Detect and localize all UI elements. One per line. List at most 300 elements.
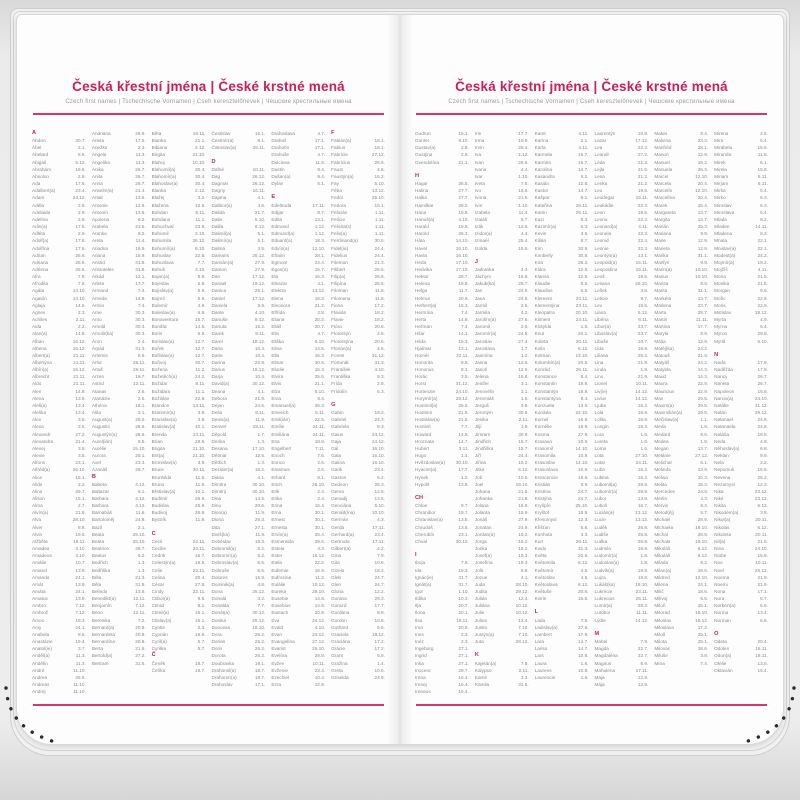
first-name: Nora (714, 596, 725, 602)
first-name: Anastázie (32, 639, 53, 645)
name-day-date: 21.1. (314, 381, 326, 387)
name-entry (475, 402, 529, 409)
name-day-date: 10.6. (374, 667, 385, 673)
first-name: Mája (594, 682, 605, 688)
name-day-date: 24.6. (518, 288, 529, 294)
name-day-date: 13.7. (697, 445, 709, 451)
first-name: Genciána (331, 503, 352, 509)
name-entry (594, 151, 648, 158)
name-day-date: 14.10. (72, 295, 86, 301)
name-day-date: 12.8. (578, 181, 589, 187)
first-name: Jošt (474, 567, 484, 573)
first-name: Babeta (91, 481, 107, 487)
name-entry (92, 524, 146, 531)
name-day-date: 5.6. (257, 560, 266, 566)
first-name: Danica (211, 288, 227, 294)
first-name: Celina (151, 574, 165, 580)
name-day-date: 27.12. (695, 453, 709, 459)
name-entry (211, 495, 265, 502)
name-day-date: 17.7. (374, 603, 385, 609)
name-day-date: 13.4. (75, 402, 86, 408)
name-entry (331, 259, 385, 266)
name-day-date: 14.11. (755, 224, 768, 230)
name-day-date: 27.9. (518, 517, 529, 523)
name-day-date: 19.7. (195, 660, 206, 666)
name-day-date: 10.12. (312, 581, 326, 587)
name-day-date: 4.3. (520, 266, 529, 272)
first-name: Nikolas (714, 524, 730, 530)
name-day-date: 10.9. (578, 467, 589, 473)
name-entry (211, 173, 265, 180)
first-name: Dorota (211, 653, 226, 659)
name-entry (475, 516, 529, 523)
name-day-date: 8.3. (377, 424, 385, 430)
name-entry (535, 202, 589, 209)
name-day-date: 28.9. (195, 438, 206, 444)
name-day-date: 18.9. (578, 424, 589, 430)
name-entry (211, 194, 265, 201)
name-day-date: 7.10. (518, 624, 529, 630)
name-day-date: 26.12. (252, 181, 266, 187)
section-letter: A (32, 130, 37, 136)
first-name: Irena (415, 674, 426, 680)
name-entry (535, 273, 589, 280)
name-entry (152, 366, 206, 373)
first-name: Larisa (534, 646, 548, 652)
name-day-date: 7.7. (257, 603, 266, 609)
name-day-date: 5.10. (374, 181, 385, 187)
name-day-date: 20.7. (458, 603, 469, 609)
first-name: Kilián (534, 238, 547, 244)
name-entry (535, 323, 589, 330)
name-day-date: 26.11. (132, 367, 146, 373)
name-entry (475, 373, 529, 380)
name-entry (32, 259, 86, 266)
name-entry (535, 302, 589, 309)
name-day-date: 27.2. (75, 431, 86, 437)
name-entry (714, 287, 768, 294)
name-day-date: 9.10. (458, 138, 469, 144)
first-name: Gabriel (331, 417, 347, 423)
name-day-date: 19.3. (518, 560, 529, 566)
name-day-date: 17.2. (374, 639, 385, 645)
name-entry (331, 516, 385, 523)
name-day-date: 13.6. (135, 209, 146, 215)
name-day-date: 24.10. (754, 395, 768, 401)
first-name: Lucián(a) (594, 510, 615, 516)
name-day-date: 20.4. (697, 195, 709, 201)
first-name: Emil(ián) (271, 417, 290, 423)
name-day-date: 15.4. (75, 639, 86, 645)
first-name: Lota (594, 453, 604, 459)
name-day-date: 21.2. (637, 159, 649, 165)
name-day-date: 16.6. (75, 166, 86, 172)
name-day-date: 12.6. (135, 202, 146, 208)
names-column (92, 130, 146, 704)
name-entry (475, 380, 529, 387)
name-day-date: 29.8. (757, 331, 768, 337)
name-day-date: 25.1. (697, 631, 709, 637)
first-name: Dajana (211, 195, 227, 201)
first-name: Ludmila (594, 546, 611, 552)
first-name: Arno (91, 317, 102, 323)
name-entry (594, 287, 648, 294)
first-name: Albrecht (32, 374, 50, 380)
name-day-date: 20.6. (374, 338, 385, 344)
name-day-date: 26.2. (254, 646, 266, 652)
name-day-date: 5.7. (197, 639, 206, 645)
name-entry (271, 380, 325, 387)
first-name: Gabriela (331, 424, 349, 430)
first-name: Karel (534, 131, 546, 136)
first-name: Artur (91, 360, 102, 365)
name-entry (594, 252, 648, 259)
name-day-date: 2.6. (317, 460, 326, 466)
name-day-date: 5.3. (580, 216, 589, 222)
first-name: Anděl(a) (32, 653, 50, 659)
first-name: Mona (714, 274, 726, 280)
name-entry (92, 245, 146, 252)
first-name: Blahomil(a) (151, 166, 176, 172)
name-day-date: 14.12. (635, 388, 649, 394)
first-name: Božislav (151, 395, 170, 401)
name-entry (32, 416, 86, 423)
name-day-date: 13.9. (75, 596, 86, 602)
name-entry (415, 588, 469, 595)
name-entry (331, 488, 385, 495)
name-entry (594, 660, 648, 667)
name-entry (92, 459, 146, 466)
first-name: Julius (474, 617, 487, 623)
name-day-date: 8.4. (580, 395, 589, 401)
name-entry (415, 130, 469, 137)
first-name: Dustin (271, 166, 285, 172)
name-day-date: 10.5. (518, 474, 529, 480)
name-day-date: 26.12. (192, 238, 206, 244)
name-entry (211, 223, 265, 230)
first-name: Martin (654, 317, 668, 323)
name-entry (535, 137, 589, 144)
name-day-date: 1.9. (640, 367, 649, 373)
name-day-date: 1.8. (640, 560, 649, 566)
name-entry (654, 438, 708, 445)
name-day-date: 2.7. (78, 503, 86, 509)
first-name: Alina (32, 488, 43, 494)
name-day-date: 6.1. (137, 488, 146, 494)
name-day-date: 28.1. (314, 252, 326, 258)
name-entry (475, 388, 529, 395)
first-name: Jindřich (474, 438, 491, 444)
name-day-date: 26.6. (75, 259, 86, 265)
first-name: Alexej (32, 445, 45, 451)
first-name: Matyáš (654, 360, 670, 365)
name-day-date: 9.11. (255, 331, 266, 337)
name-entry (152, 423, 206, 430)
name-entry (211, 259, 265, 266)
name-entry (32, 438, 86, 445)
name-day-date: 7.8. (520, 660, 529, 666)
first-name: Florián(a) (331, 345, 352, 351)
first-name: Filomena (331, 295, 351, 301)
name-entry (415, 466, 469, 473)
name-entry (152, 316, 206, 323)
name-entry (475, 431, 529, 438)
name-entry (32, 159, 86, 166)
name-entry (211, 552, 265, 559)
name-entry (475, 552, 529, 559)
first-name: Lena (594, 173, 605, 179)
name-entry (92, 652, 146, 659)
first-name: Fidelius (331, 252, 348, 258)
first-name: Milota (654, 639, 667, 645)
name-entry (415, 481, 469, 488)
name-day-date: 20.8. (135, 624, 146, 630)
first-name: Bořek (151, 345, 164, 351)
name-day-date: 30.3. (135, 317, 146, 323)
name-day-date: 29.12. (515, 589, 529, 594)
name-entry (475, 151, 529, 158)
first-name: Alban (32, 338, 44, 344)
spacer-row (415, 488, 469, 495)
name-day-date: 8.7. (317, 209, 326, 215)
name-entry (475, 631, 529, 638)
first-name: Gedeon (331, 481, 348, 487)
name-entry (271, 323, 325, 330)
first-name: Gaius (331, 431, 344, 437)
name-day-date: 23.7. (637, 324, 649, 330)
name-entry (211, 609, 265, 616)
name-day-date: 3.9. (197, 460, 206, 466)
name-entry (415, 574, 469, 581)
name-day-date: 9.6. (78, 631, 86, 637)
first-name: Marin(a) (654, 266, 672, 272)
name-entry (211, 617, 265, 624)
name-entry (32, 516, 86, 523)
name-entry (535, 266, 589, 273)
first-name: Florentýn (331, 331, 351, 337)
first-name: Kvirin (534, 596, 547, 602)
first-name: Jasmína (474, 352, 493, 358)
name-entry (92, 545, 146, 552)
name-entry (271, 667, 325, 674)
name-day-date: 4.1. (257, 388, 266, 394)
first-name: Felix(a) (331, 231, 347, 237)
first-name: Ilja (415, 603, 421, 609)
name-day-date: 14.7. (578, 188, 589, 194)
name-entry (152, 559, 206, 566)
name-day-date: 16.3. (314, 295, 326, 301)
first-name: Něhoslav(a) (714, 445, 740, 451)
name-day-date: 30.5. (374, 238, 385, 244)
name-day-date: 31.3. (578, 546, 589, 552)
first-name: Blahoslav(a) (151, 181, 178, 187)
name-entry (331, 330, 385, 337)
first-name: Eleonora (271, 302, 291, 308)
name-day-date: 26.5. (458, 181, 469, 187)
name-day-date: 11.6. (135, 510, 146, 516)
first-name: Dulcinea (271, 159, 290, 165)
name-day-date: 12.10. (695, 188, 709, 194)
first-name: Mira (714, 138, 724, 144)
name-day-date: 16.3. (314, 274, 326, 280)
name-day-date: 26.12. (252, 617, 266, 623)
first-name: Alida (32, 481, 43, 487)
name-entry (32, 409, 86, 416)
name-day-date: 12.9. (697, 338, 709, 344)
first-name: Bohuslav (151, 252, 171, 258)
name-entry (271, 574, 325, 581)
name-entry (331, 474, 385, 481)
first-name: Lumír(a) (594, 603, 613, 609)
first-name: Loreta (594, 438, 608, 444)
name-day-date: 31.3. (135, 345, 146, 351)
name-entry (535, 645, 589, 652)
name-entry (271, 645, 325, 652)
name-entry (415, 423, 469, 430)
name-day-date: 3.3. (580, 531, 589, 537)
name-day-date: 18.12. (312, 553, 326, 559)
name-day-date: 12.9. (697, 245, 709, 251)
name-day-date: 10.8. (637, 131, 649, 136)
name-day-date: 16.6. (578, 596, 589, 602)
first-name: Manuel (654, 159, 670, 165)
name-entry (415, 273, 469, 280)
name-day-date: 14.8. (314, 603, 326, 609)
first-name: Alva (32, 517, 42, 523)
name-day-date: 21.11. (73, 381, 86, 387)
name-day-date: 12.9. (637, 682, 649, 688)
name-day-date: 12.6. (518, 367, 529, 373)
name-entry (211, 373, 265, 380)
first-name: Marita (654, 288, 668, 294)
name-entry (331, 216, 385, 223)
name-entry (92, 531, 146, 538)
name-day-date: 6.9. (197, 309, 206, 315)
name-day-date: 12.7. (195, 345, 206, 351)
first-name: Ladislav(a) (534, 624, 558, 630)
name-entry (32, 588, 86, 595)
name-day-date: 31.1. (697, 288, 709, 294)
first-name: Cherubín (415, 531, 435, 537)
name-entry (594, 538, 648, 545)
first-name: Beatus (91, 553, 107, 559)
name-entry (32, 309, 86, 316)
names-column (415, 130, 469, 704)
name-entry (594, 652, 648, 659)
name-day-date: 16.1. (254, 131, 266, 136)
first-name: Mabel (594, 639, 608, 645)
name-day-date: 18.3. (75, 617, 86, 623)
name-entry (654, 223, 708, 230)
name-day-date: 11.8. (315, 159, 326, 165)
name-entry (271, 638, 325, 645)
name-entry (152, 402, 206, 409)
first-name: Dobruše (211, 567, 230, 573)
name-day-date: 6.12. (697, 546, 709, 552)
name-entry (271, 159, 325, 166)
first-name: Leonard(a) (594, 224, 618, 230)
name-entry (475, 187, 529, 194)
name-day-date: 5.3. (580, 224, 589, 230)
name-day-date: 9.7. (640, 295, 649, 301)
first-name: Oktavián (714, 667, 733, 673)
name-day-date: 21.11. (73, 352, 86, 358)
name-day-date: 29.9. (697, 531, 709, 537)
name-entry (92, 166, 146, 173)
name-day-date: 25.1. (135, 453, 146, 459)
first-name: Ela (271, 274, 279, 280)
name-entry (92, 345, 146, 352)
name-day-date: 17.2. (697, 624, 709, 630)
names-column (475, 130, 529, 704)
name-day-date: 1.12. (314, 224, 326, 230)
name-day-date: 6.7. (520, 216, 529, 222)
name-day-date: 30.1. (314, 524, 326, 530)
name-entry (714, 137, 768, 144)
first-name: Emanuel(a) (271, 402, 296, 408)
name-day-date: 3.10. (75, 546, 86, 552)
first-name: Mirek (714, 159, 726, 165)
first-name: Branimír(a) (151, 410, 176, 416)
name-entry (714, 609, 768, 616)
name-day-date: 19.7. (135, 374, 146, 380)
name-entry (475, 638, 529, 645)
corner-stitch-left-icon (2, 684, 68, 750)
name-day-date: 24.12. (312, 617, 326, 623)
first-name: Evangelína (271, 639, 295, 645)
name-day-date: 26.8. (637, 538, 649, 544)
first-name: Aleška (32, 410, 47, 416)
first-name: Odon(a) (714, 653, 732, 659)
first-name: Hubert (415, 445, 430, 451)
name-day-date: 15.3. (697, 481, 709, 487)
name-entry (654, 516, 708, 523)
name-entry (714, 660, 768, 667)
first-name: Arzen (91, 374, 105, 380)
name-entry (92, 559, 146, 566)
first-name: Jolana (474, 503, 489, 509)
name-day-date: 15.11. (635, 195, 649, 201)
first-name: Andrea (32, 674, 48, 680)
name-day-date: 12.10. (695, 173, 709, 179)
first-name: Denver (211, 424, 227, 430)
name-entry (32, 495, 86, 502)
name-day-date: 27.2. (637, 152, 649, 158)
first-name: Donald (211, 596, 227, 602)
first-name: Kryšpín (534, 503, 551, 509)
name-entry (271, 366, 325, 373)
name-day-date: 1.10. (458, 589, 469, 594)
name-entry (92, 373, 146, 380)
name-entry (654, 481, 708, 488)
first-name: Jorga (474, 538, 487, 544)
name-day-date: 2.3. (137, 145, 146, 151)
name-entry (714, 323, 768, 330)
name-entry (152, 359, 206, 366)
name-entry (211, 252, 265, 259)
first-name: Desana (211, 445, 228, 451)
name-entry (535, 459, 589, 466)
first-name: Kosma (534, 431, 550, 437)
first-name: Eva (271, 617, 280, 623)
name-entry (32, 445, 86, 452)
name-day-date: 21.7. (254, 209, 266, 215)
first-name: Liliana (594, 352, 609, 358)
name-day-date: 23.11. (575, 317, 589, 323)
name-day-date: 28.7. (135, 546, 146, 552)
name-entry (654, 416, 708, 423)
name-entry (331, 352, 385, 359)
